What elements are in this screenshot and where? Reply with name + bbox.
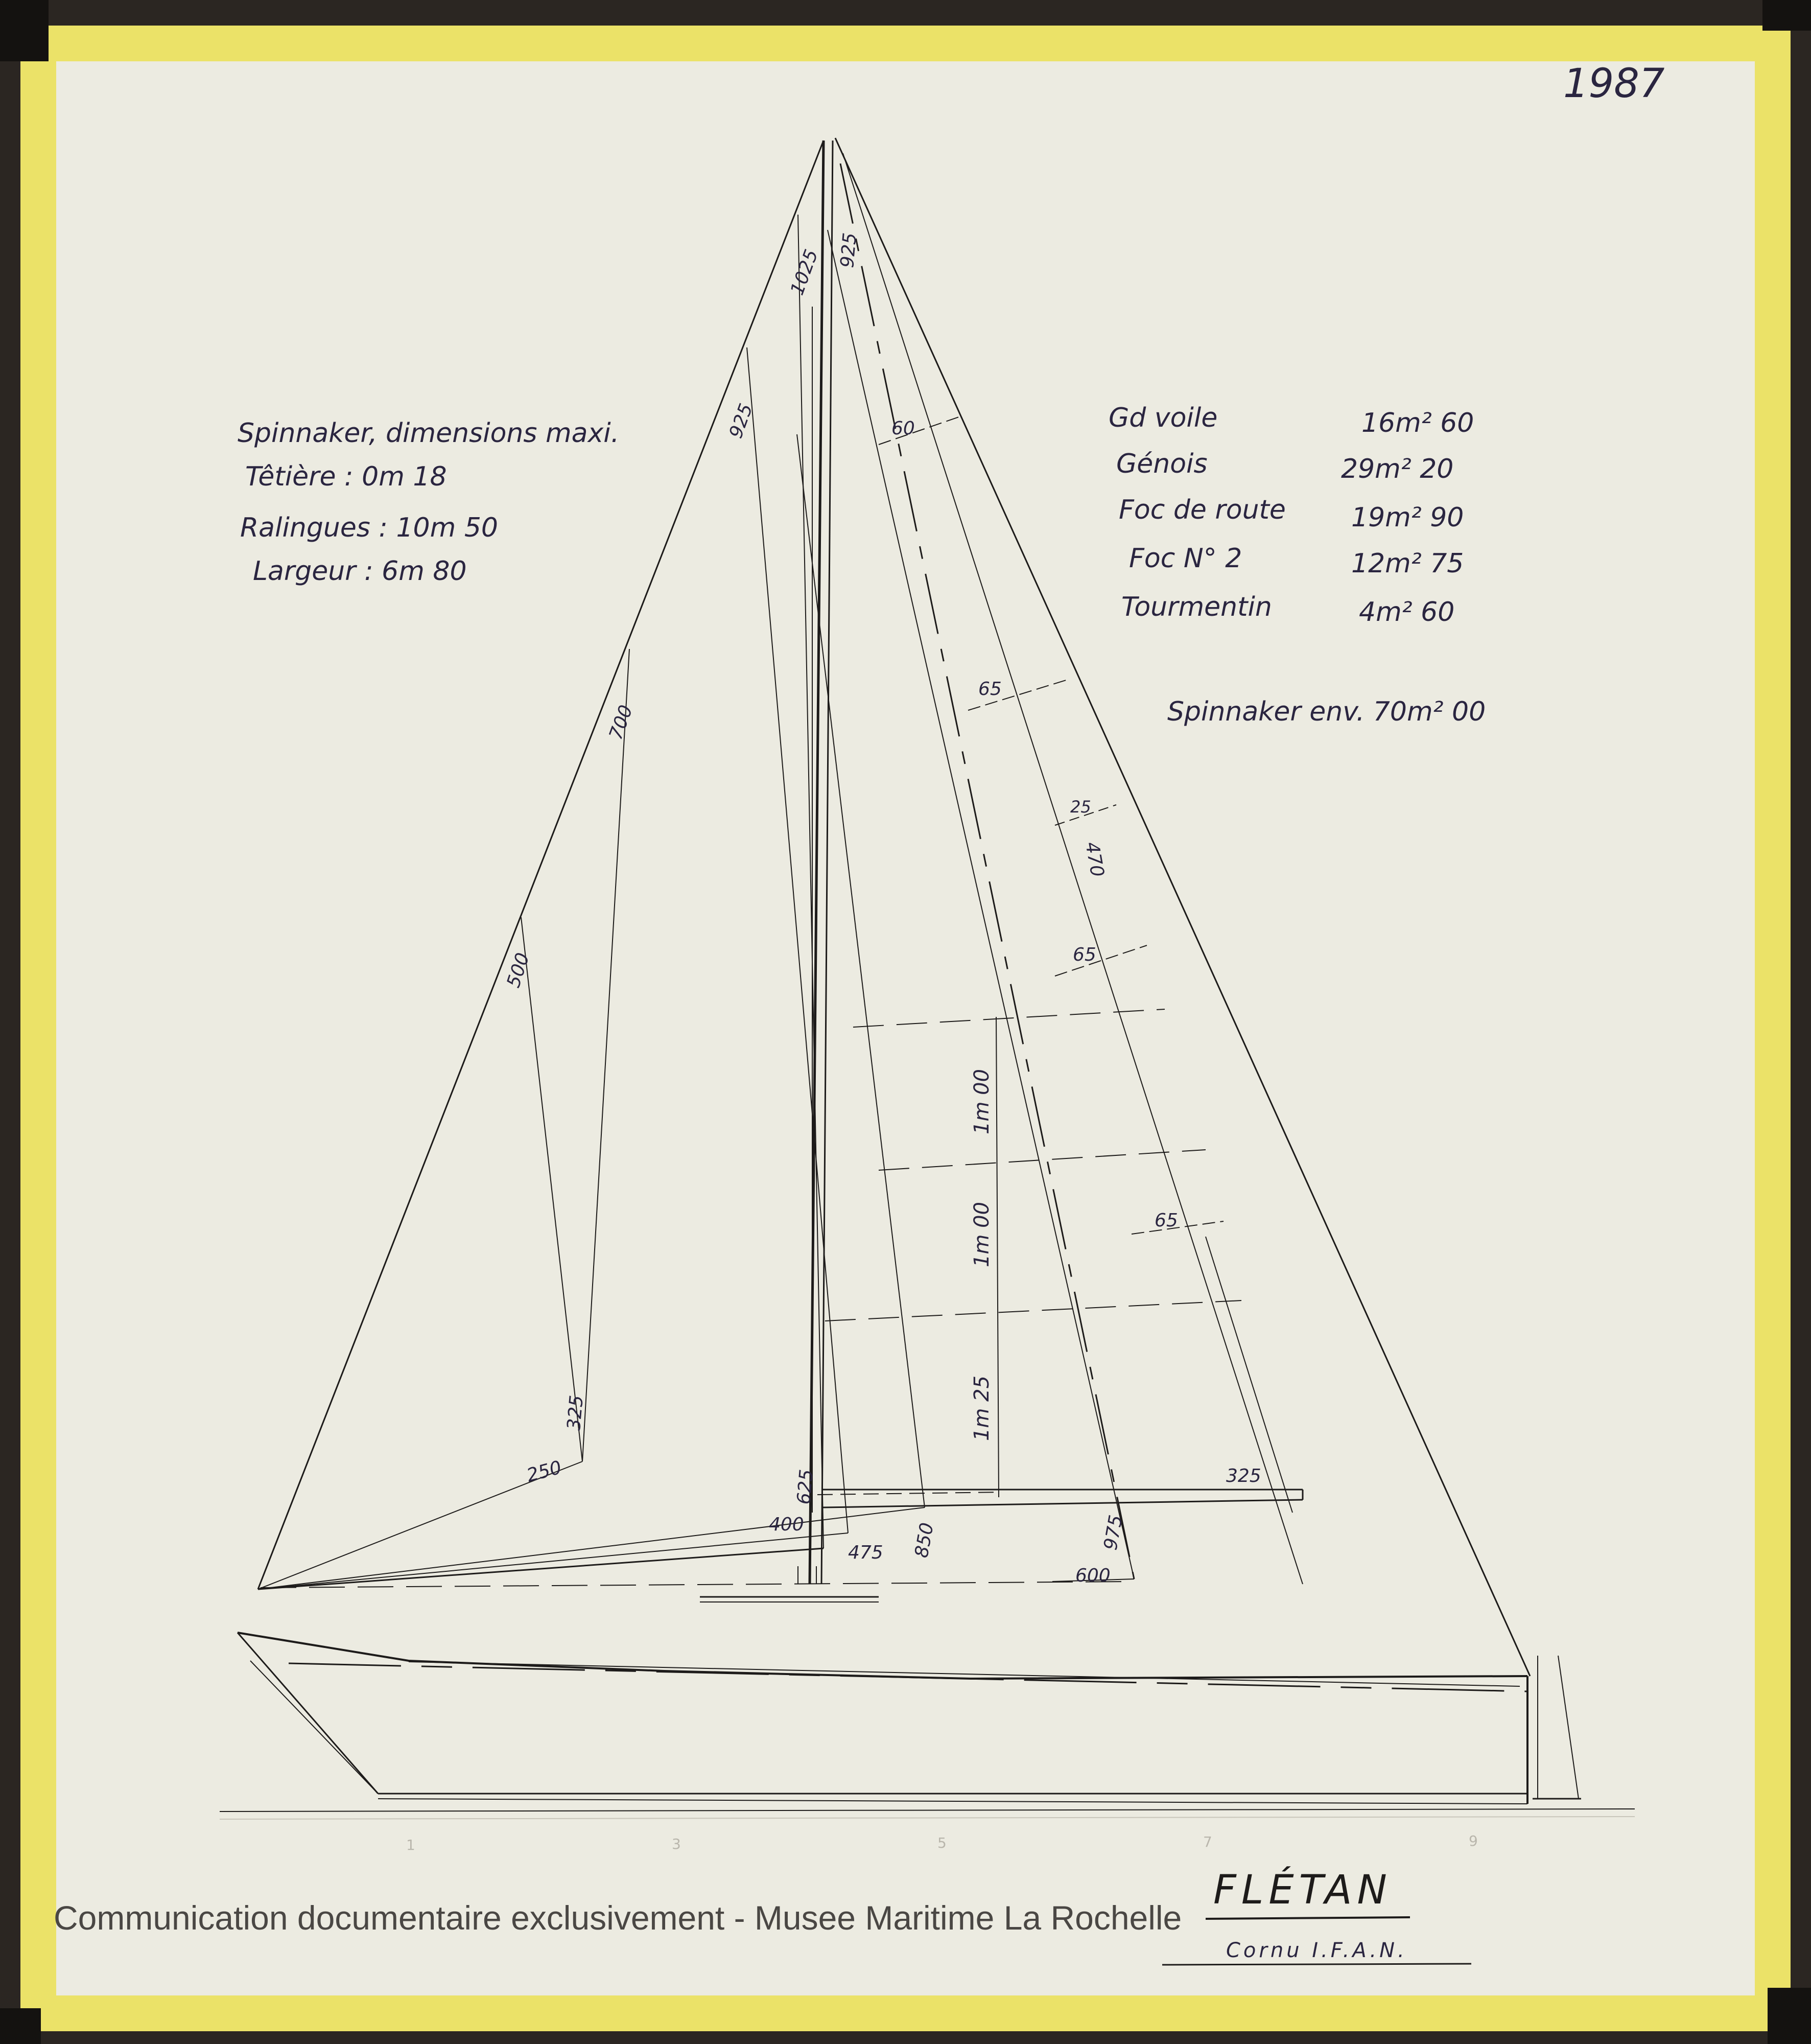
station-number: 7 <box>1203 1833 1212 1850</box>
corner-clip <box>1762 0 1811 31</box>
dim-label: 325 <box>1226 1466 1261 1486</box>
dim-label: 60 <box>891 418 915 439</box>
hull <box>220 1566 1635 1819</box>
foot-line <box>261 1582 1132 1588</box>
station-number: 9 <box>1469 1832 1478 1849</box>
corner-clip <box>1768 1988 1811 2044</box>
sail-name: Foc N° 2 <box>1129 543 1242 574</box>
title-block <box>1162 1866 1471 1965</box>
sail-area: 16m² 60 <box>1361 408 1474 438</box>
dim-label: 65 <box>978 679 1002 700</box>
dim-label: 25 <box>1070 797 1091 817</box>
station-marks <box>406 1832 1478 1853</box>
sail-areas-table <box>1109 403 1486 727</box>
dim-label: 325 <box>563 1394 587 1431</box>
dim-label: 925 <box>725 401 757 442</box>
corner-clip <box>0 0 49 61</box>
boat-name: FLÉTAN <box>1213 1867 1392 1913</box>
sail-name: Génois <box>1116 449 1208 479</box>
dim-label: 625 <box>793 1468 817 1505</box>
forestay <box>835 138 1530 1676</box>
sail-name: Tourmentin <box>1121 592 1272 622</box>
dim-label: 470 <box>1081 840 1108 879</box>
sail-area: 12m² 75 <box>1351 548 1464 579</box>
dim-label: 250 <box>524 1457 564 1486</box>
sail-area: 19m² 90 <box>1351 502 1464 533</box>
genoa-sail <box>258 141 824 1589</box>
mast <box>810 141 833 1584</box>
note-line: Têtière : 0m 18 <box>245 461 447 492</box>
watermark-text: Communication documentaire exclusivement - Musee Maritime La Rochelle <box>54 1899 1182 1937</box>
dim-label: 850 <box>911 1521 938 1560</box>
sail-area: 4m² 60 <box>1359 597 1455 628</box>
dim-label: 600 <box>1075 1565 1111 1586</box>
note-line: Ralingues : 10m 50 <box>240 513 498 543</box>
station-number: 3 <box>672 1836 681 1852</box>
corner-clip <box>0 2008 41 2044</box>
dim-label: 475 <box>848 1542 883 1563</box>
dim-label: 1025 <box>786 246 822 298</box>
dim-label: 65 <box>1073 944 1096 965</box>
spinnaker-dimensions-note <box>238 418 619 587</box>
batten-marks <box>879 416 1224 1234</box>
station-number: 1 <box>406 1837 415 1853</box>
dim-label: 700 <box>605 702 637 743</box>
note-line: Largeur : 6m 80 <box>253 556 467 587</box>
reef-lines <box>817 1009 1241 1497</box>
year-label: 1987 <box>1563 61 1665 107</box>
sail-area: 29m² 20 <box>1341 454 1454 484</box>
sail-name: Gd voile <box>1109 403 1218 433</box>
jib-sails <box>258 307 925 1589</box>
dim-label: 65 <box>1155 1210 1178 1231</box>
station-number: 5 <box>937 1834 947 1851</box>
spinnaker-area: Spinnaker env. 70m² 00 <box>1167 696 1486 727</box>
designer-label: Cornu I.F.A.N. <box>1226 1939 1407 1962</box>
note-heading: Spinnaker, dimensions maxi. <box>238 418 620 449</box>
reef-label: 1m 00 <box>970 1201 994 1267</box>
dim-label: 925 <box>837 231 861 269</box>
dim-label: 500 <box>503 950 534 990</box>
dim-label: 975 <box>1100 1513 1127 1552</box>
reef-label: 1m 00 <box>970 1069 994 1134</box>
sail-name: Foc de route <box>1119 495 1286 525</box>
reef-label: 1m 25 <box>970 1375 994 1441</box>
dim-label: 400 <box>769 1514 804 1535</box>
